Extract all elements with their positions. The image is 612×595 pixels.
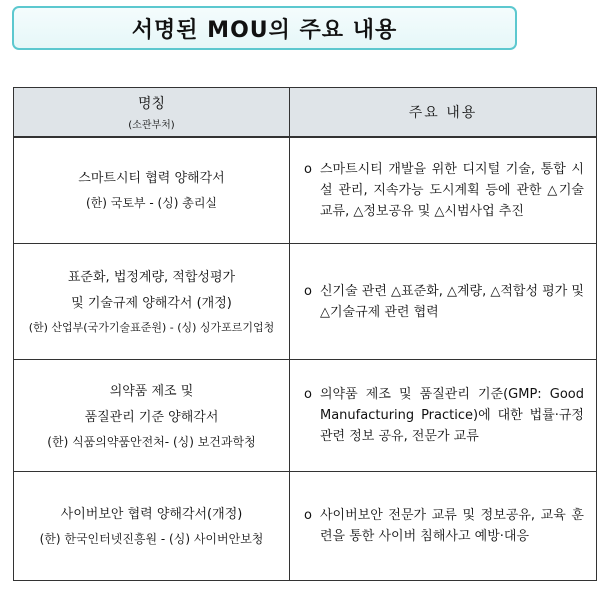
mou-table [13, 87, 597, 581]
table-row [14, 472, 597, 581]
agreement-name: 사이버보안 협력 양해각서(개정) [60, 507, 243, 522]
content-bullet [304, 384, 584, 447]
header-name-cell [14, 88, 290, 137]
agreement-parties: (한) 국토부 - (싱) 총리실 [85, 196, 218, 211]
content-cell [290, 244, 597, 360]
bullet-mark: o [304, 387, 312, 402]
content-bullet [304, 505, 584, 547]
header-content-cell [290, 88, 597, 137]
header-content: 주요 내용 [408, 104, 478, 121]
bullet-mark: o [304, 161, 312, 177]
content-cell [290, 472, 597, 581]
bullet-mark: o [304, 283, 312, 299]
page-title: 서명된 MOU의 주요 내용 [131, 17, 398, 43]
table-row [14, 360, 597, 472]
content-text: 스마트시티 개발을 위한 디지털 기술, 통합 시설 관리, 지속가능 도시계획 등에 관한 △기술교류, △정보공유 및 △시범사업 추진 [320, 161, 584, 219]
table-header-row [14, 88, 597, 137]
agreement-cell [14, 360, 290, 472]
agreement-cell [14, 244, 290, 360]
agreement-name-line2: 및 기술규제 양해각서 (개정) [71, 295, 232, 311]
content-cell [290, 360, 597, 472]
header-name-sub: (소관부처) [128, 119, 175, 131]
content-text: 의약품 제조 및 품질관리 기준(GMP: Good Manufacturing Practice)에 대한 법률·규정 관련 정보 공유, 전문가 교류 [320, 387, 584, 444]
content-bullet [304, 159, 584, 222]
content-text: 사이버보안 전문가 교류 및 정보공유, 교육 훈련을 통한 사이버 침해사고 예방·대응 [320, 508, 584, 544]
bullet-mark: o [304, 508, 312, 523]
header-name: 명칭 [137, 95, 166, 112]
agreement-parties: (한) 한국인터넷진흥원 - (싱) 사이버안보청 [39, 532, 264, 546]
table-row [14, 244, 597, 360]
content-cell [290, 137, 597, 244]
agreement-name: 표준화, 법정계량, 적합성평가 [67, 269, 236, 285]
agreement-parties: (한) 산업부(국가기술표준원) - (싱) 싱가포르기업청 [28, 320, 275, 334]
agreement-parties: (한) 식품의약품안전처- (싱) 보건과학청 [47, 434, 256, 449]
agreement-cell [14, 137, 290, 244]
agreement-name: 의약품 제조 및 [109, 383, 194, 399]
agreement-name: 스마트시티 협력 양해각서 [78, 171, 225, 187]
table-row [14, 137, 597, 244]
content-bullet [304, 281, 584, 323]
title-banner [12, 6, 517, 50]
content-text: 신기술 관련 △표준화, △계량, △적합성 평가 및 △기술규제 관련 협력 [320, 283, 584, 320]
agreement-cell [14, 472, 290, 581]
agreement-name-line2: 품질관리 기준 양해각서 [84, 409, 219, 425]
